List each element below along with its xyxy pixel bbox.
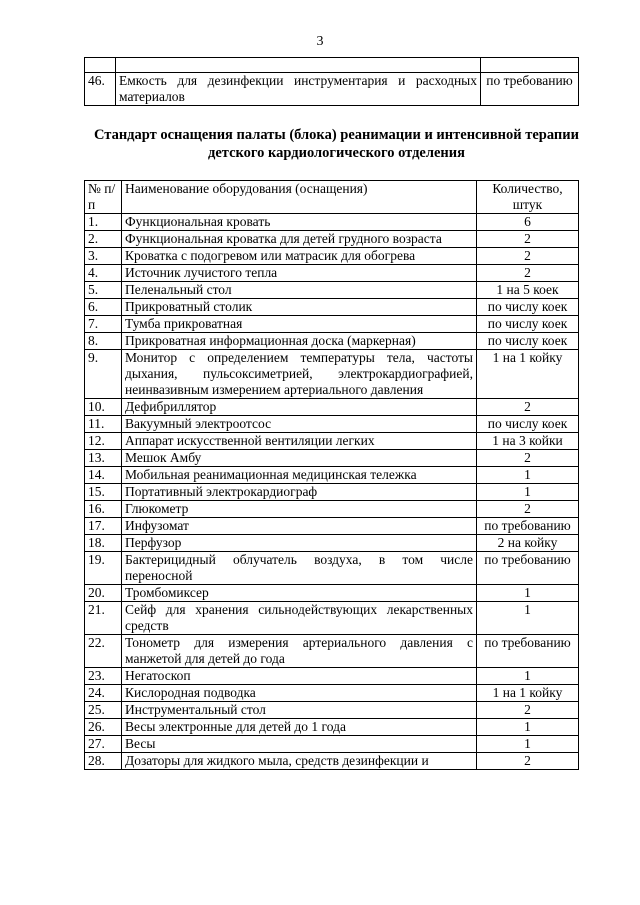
equipment-name: Источник лучистого тепла <box>122 265 477 282</box>
table-row <box>85 58 579 73</box>
table-row <box>85 316 579 333</box>
equipment-quantity: 2 на койку <box>477 535 579 552</box>
equipment-quantity: 1 <box>477 484 579 501</box>
equipment-quantity: по числу коек <box>477 299 579 316</box>
equipment-name: Инфузомат <box>122 518 477 535</box>
row-number: 9. <box>85 350 122 399</box>
equipment-quantity: 6 <box>477 214 579 231</box>
table-row <box>85 282 579 299</box>
equipment-name: Глюкометр <box>122 501 477 518</box>
equipment-name: Перфузор <box>122 535 477 552</box>
equipment-quantity: 1 на 3 койки <box>477 433 579 450</box>
row-number: 14. <box>85 467 122 484</box>
equipment-quantity: 2 <box>477 248 579 265</box>
equipment-quantity: 2 <box>477 753 579 770</box>
equipment-name: Негатоскоп <box>122 668 477 685</box>
equipment-quantity: 2 <box>477 501 579 518</box>
equipment-name: Бактерицидный облучатель воздуха, в том числе переносной <box>122 552 477 585</box>
equipment-name: Дефибриллятор <box>122 399 477 416</box>
row-number: 12. <box>85 433 122 450</box>
equipment-quantity: 1 на 1 койку <box>477 685 579 702</box>
row-number: 20. <box>85 585 122 602</box>
table-row <box>85 467 579 484</box>
row-number: 22. <box>85 635 122 668</box>
equipment-name: Кислородная подводка <box>122 685 477 702</box>
table-row <box>85 602 579 635</box>
row-number: 2. <box>85 231 122 248</box>
table-row <box>85 433 579 450</box>
continuation-table <box>84 57 579 106</box>
equipment-name <box>116 58 481 73</box>
table-row <box>85 450 579 467</box>
equipment-name: Прикроватный столик <box>122 299 477 316</box>
equipment-name: Вакуумный электроотсос <box>122 416 477 433</box>
row-number: 19. <box>85 552 122 585</box>
row-number: 21. <box>85 602 122 635</box>
table-row <box>85 333 579 350</box>
table-row <box>85 265 579 282</box>
row-number: 6. <box>85 299 122 316</box>
equipment-name: Функциональная кровать <box>122 214 477 231</box>
equipment-name: Емкость для дезинфекции инструментария и расходных материалов <box>116 73 481 106</box>
table-header-row <box>85 181 579 214</box>
row-number: 5. <box>85 282 122 299</box>
row-number: 8. <box>85 333 122 350</box>
equipment-table <box>84 180 579 770</box>
row-number: 1. <box>85 214 122 231</box>
equipment-quantity: 1 <box>477 668 579 685</box>
page-number: 3 <box>316 34 324 49</box>
equipment-quantity: по числу коек <box>477 333 579 350</box>
row-number: 25. <box>85 702 122 719</box>
equipment-quantity: 2 <box>477 450 579 467</box>
row-number: 17. <box>85 518 122 535</box>
table-row <box>85 702 579 719</box>
equipment-name: Тонометр для измерения артериального давления с манжетой для детей до года <box>122 635 477 668</box>
table-row <box>85 399 579 416</box>
equipment-name: Функциональная кроватка для детей грудного возраста <box>122 231 477 248</box>
equipment-quantity: по требованию <box>477 518 579 535</box>
table-row <box>85 518 579 535</box>
equipment-quantity: 2 <box>477 702 579 719</box>
equipment-name: Кроватка с подогревом или матрасик для обогрева <box>122 248 477 265</box>
table-row <box>85 685 579 702</box>
table-row <box>85 501 579 518</box>
equipment-name: Мобильная реанимационная медицинская тележка <box>122 467 477 484</box>
equipment-name: Тумба прикроватная <box>122 316 477 333</box>
equipment-quantity: 2 <box>477 265 579 282</box>
equipment-quantity: по требованию <box>477 635 579 668</box>
equipment-name: Монитор с определением температуры тела, частоты дыхания, пульсоксиметрией, электрокардиографией, неинвазивным измерением артериального давления <box>122 350 477 399</box>
equipment-quantity: по требованию <box>481 73 579 106</box>
equipment-quantity: по числу коек <box>477 316 579 333</box>
equipment-name: Портативный электрокардиограф <box>122 484 477 501</box>
table-row <box>85 635 579 668</box>
table-row <box>85 585 579 602</box>
equipment-quantity: 1 <box>477 585 579 602</box>
equipment-quantity: 1 на 5 коек <box>477 282 579 299</box>
row-number: 15. <box>85 484 122 501</box>
equipment-name: Пеленальный стол <box>122 282 477 299</box>
table-row <box>85 736 579 753</box>
table-row <box>85 214 579 231</box>
equipment-name: Сейф для хранения сильнодействующих лекарственных средств <box>122 602 477 635</box>
row-number: 27. <box>85 736 122 753</box>
table-row <box>85 231 579 248</box>
equipment-quantity: 1 <box>477 602 579 635</box>
table-row <box>85 719 579 736</box>
equipment-name: Весы электронные для детей до 1 года <box>122 719 477 736</box>
table-row <box>85 350 579 399</box>
equipment-name: Прикроватная информационная доска (маркерная) <box>122 333 477 350</box>
equipment-name: Инструментальный стол <box>122 702 477 719</box>
table-row <box>85 753 579 770</box>
header-name: Наименование оборудования (оснащения) <box>122 181 477 214</box>
row-number: 46. <box>85 73 116 106</box>
row-number: 16. <box>85 501 122 518</box>
equipment-quantity: 2 <box>477 231 579 248</box>
row-number: 10. <box>85 399 122 416</box>
table-row <box>85 299 579 316</box>
equipment-quantity <box>481 58 579 73</box>
equipment-quantity: 1 на 1 койку <box>477 350 579 399</box>
table-row <box>85 552 579 585</box>
equipment-quantity: 1 <box>477 736 579 753</box>
equipment-name: Аппарат искусственной вентиляции легких <box>122 433 477 450</box>
row-number: 7. <box>85 316 122 333</box>
table-row <box>85 484 579 501</box>
equipment-quantity: 2 <box>477 399 579 416</box>
table-row <box>85 73 579 106</box>
equipment-name: Весы <box>122 736 477 753</box>
equipment-quantity: по числу коек <box>477 416 579 433</box>
header-number: № п/п <box>85 181 122 214</box>
row-number: 4. <box>85 265 122 282</box>
equipment-name: Мешок Амбу <box>122 450 477 467</box>
row-number: 3. <box>85 248 122 265</box>
table-row <box>85 416 579 433</box>
equipment-name: Дозаторы для жидкого мыла, средств дезинфекции и <box>122 753 477 770</box>
section-title: Стандарт оснащения палаты (блока) реанимации и интенсивной терапии детского кардиологического отделения <box>93 127 579 161</box>
row-number <box>85 58 116 73</box>
table-row <box>85 248 579 265</box>
header-quantity: Количество, штук <box>477 181 579 214</box>
row-number: 23. <box>85 668 122 685</box>
equipment-quantity: по требованию <box>477 552 579 585</box>
row-number: 24. <box>85 685 122 702</box>
row-number: 28. <box>85 753 122 770</box>
equipment-quantity: 1 <box>477 467 579 484</box>
table-row <box>85 668 579 685</box>
equipment-quantity: 1 <box>477 719 579 736</box>
row-number: 13. <box>85 450 122 467</box>
equipment-name: Тромбомиксер <box>122 585 477 602</box>
row-number: 26. <box>85 719 122 736</box>
row-number: 18. <box>85 535 122 552</box>
row-number: 11. <box>85 416 122 433</box>
table-row <box>85 535 579 552</box>
